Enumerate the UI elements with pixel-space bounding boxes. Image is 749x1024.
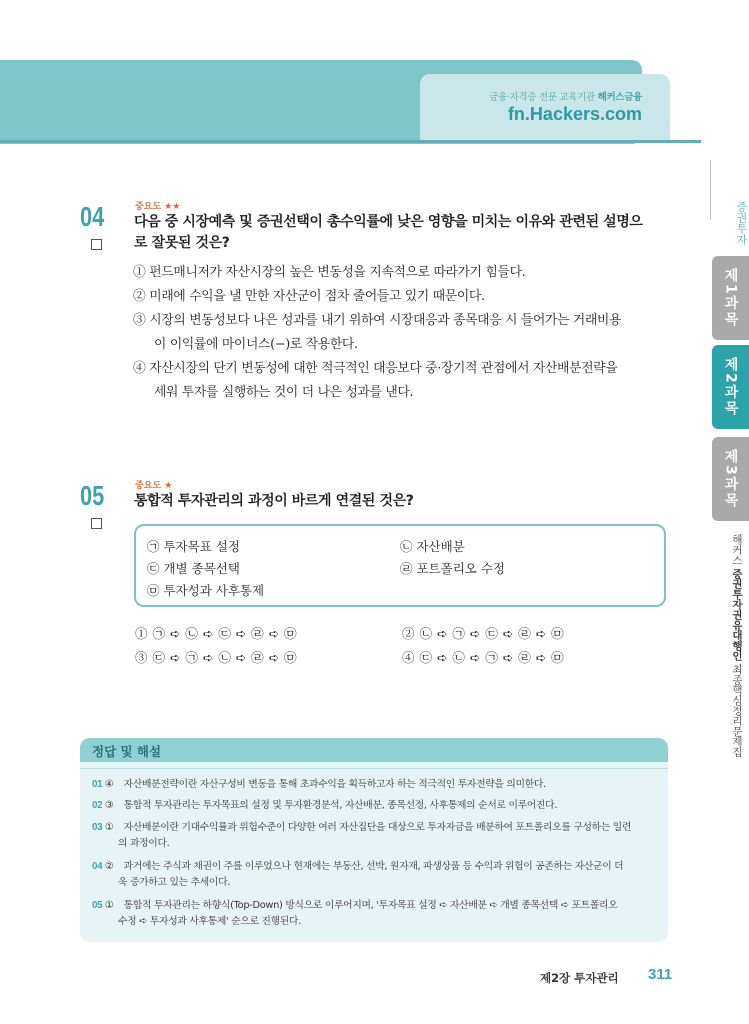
q04-number: 04 bbox=[80, 201, 105, 232]
footer-chapter: 제2장 투자관리 bbox=[540, 971, 619, 985]
q05-item-5: ㉤ 투자성과 사후통제 bbox=[147, 583, 265, 598]
book-title-bold: 증권투자권유대행인 bbox=[731, 568, 743, 661]
q05-item-4: ㉣ 포트폴리오 수정 bbox=[400, 561, 505, 576]
book-title-prefix: 해커스 bbox=[731, 534, 743, 565]
header-divider bbox=[0, 140, 701, 143]
q05-importance: 중요도 ★ bbox=[135, 481, 173, 491]
q05-item-1: ㉠ 투자목표 설정 bbox=[147, 539, 240, 554]
answer-num: 02 bbox=[92, 800, 103, 811]
q05-item-3: ㉢ 개별 종목선택 bbox=[147, 561, 240, 576]
answer-header bbox=[80, 738, 668, 762]
brand-url[interactable]: fn.Hackers.com bbox=[507, 104, 642, 124]
book-title bbox=[715, 534, 745, 764]
answer-row-04 bbox=[92, 859, 660, 891]
q04-checkbox[interactable] bbox=[91, 239, 102, 250]
tagline-brand: 해커스금융 bbox=[597, 92, 642, 103]
brand-tagline bbox=[420, 89, 642, 103]
tab-subject-1[interactable]: 제1과목 bbox=[712, 256, 749, 340]
answer-text: 자산배분전략이란 자산구성비 변동을 통해 초과수익을 획득하고자 하는 적극적인 투자전략을 의미한다. bbox=[123, 779, 546, 790]
q05-option-4[interactable]: ④ ㉢ ➪ ㉡ ➪ ㉠ ➪ ㉣ ➪ ㉤ bbox=[402, 650, 565, 665]
q04-text-line-2: 로 잘못된 것은? bbox=[134, 235, 230, 251]
q04-option-2[interactable]: ② 미래에 수익을 낼 만한 자산군이 점차 줄어들고 있기 때문이다. bbox=[133, 289, 485, 304]
tab-subject-2[interactable]: 제2과목 bbox=[712, 345, 749, 429]
answer-text-cont: 의 과정이다. bbox=[118, 838, 170, 849]
q05-text: 통합적 투자관리의 과정이 바르게 연결된 것은? bbox=[134, 493, 414, 509]
answer-text: 과거에는 주식과 채권이 주를 이루었으나 현재에는 부동산, 선박, 원자재, 파생상품 등 수익과 위험이 공존하는 자산군이 더 bbox=[123, 861, 624, 872]
answer-choice: ③ bbox=[104, 800, 114, 811]
q04-option-4[interactable]: ④ 자산시장의 단기 변동성에 대한 적극적인 대응보다 중·장기적 관점에서 자산배분전략을 bbox=[133, 361, 618, 376]
answer-choice: ① bbox=[104, 822, 114, 833]
q04-option-3-cont: 이 이익률에 마이너스(−)로 작용한다. bbox=[154, 337, 358, 352]
book-title-suffix: 최종핵심정리문제집 bbox=[731, 663, 743, 757]
q04-options bbox=[133, 261, 673, 405]
answer-choice: ② bbox=[104, 861, 114, 872]
answer-choice: ④ bbox=[104, 779, 114, 790]
q04-option-1[interactable]: ① 펀드매니저가 자산시장의 높은 변동성을 지속적으로 따라가기 힘들다. bbox=[133, 265, 526, 280]
answer-num: 03 bbox=[92, 822, 103, 833]
answer-text-cont: 수정 ➪ 투자성과 사후통제' 순으로 진행된다. bbox=[118, 916, 301, 927]
answer-text: 통합적 투자관리는 하향식(Top-Down) 방식으로 이루어지며, '투자목표 설정 ➪ 자산배분 ➪ 개별 종목선택 ➪ 포트폴리오 bbox=[123, 900, 618, 911]
tagline-prefix: 금융·자격증 전문 교육기관 bbox=[489, 92, 595, 103]
answer-num: 01 bbox=[92, 779, 103, 790]
q04-option-4-cont: 세워 투자를 실행하는 것이 더 나은 성과를 낸다. bbox=[154, 385, 414, 400]
answer-num: 04 bbox=[92, 861, 103, 872]
answer-row-02 bbox=[92, 798, 660, 814]
q04-importance: 중요도 ★★ bbox=[135, 202, 181, 212]
side-subject-label: 증권투자 bbox=[735, 201, 748, 245]
answer-text: 통합적 투자관리는 투자목표의 설정 및 투자환경분석, 자산배분, 종목선정, 사후통제의 순서로 이루어진다. bbox=[123, 800, 558, 811]
answer-text: 자산배분이란 기대수익률과 위험수준이 다양한 여러 자산집단을 대상으로 투자자금을 배분하여 포트폴리오를 구성하는 일련 bbox=[123, 822, 632, 833]
q05-option-2[interactable]: ② ㉡ ➪ ㉠ ➪ ㉢ ➪ ㉣ ➪ ㉤ bbox=[402, 626, 565, 641]
answer-num: 05 bbox=[92, 900, 103, 911]
q04-text-line-1: 다음 중 시장예측 및 증권선택이 총수익률에 낮은 영향을 미치는 이유와 관련된 설명으 bbox=[134, 214, 643, 230]
q05-number: 05 bbox=[80, 480, 105, 511]
answer-row-03 bbox=[92, 820, 660, 852]
page-number: 311 bbox=[648, 966, 673, 983]
answer-row-01 bbox=[92, 777, 660, 793]
answer-divider bbox=[80, 768, 668, 769]
answer-row-05 bbox=[92, 898, 660, 930]
answer-title: 정답 및 해설 bbox=[92, 744, 162, 759]
answer-choice: ① bbox=[104, 900, 114, 911]
q05-option-1[interactable]: ① ㉠ ➪ ㉡ ➪ ㉢ ➪ ㉣ ➪ ㉤ bbox=[135, 626, 298, 641]
q04-option-3[interactable]: ③ 시장의 변동성보다 나은 성과를 내기 위하여 시장대응과 종목대응 시 들어가는 거래비용 bbox=[133, 313, 622, 328]
answer-text-cont: 욱 증가하고 있는 추세이다. bbox=[118, 877, 231, 888]
q05-item-2: ㉡ 자산배분 bbox=[400, 539, 465, 554]
q04-text bbox=[134, 212, 674, 254]
q05-option-3[interactable]: ③ ㉢ ➪ ㉠ ➪ ㉡ ➪ ㉣ ➪ ㉤ bbox=[135, 650, 298, 665]
tab-subject-3[interactable]: 제3과목 bbox=[712, 437, 749, 521]
q05-checkbox[interactable] bbox=[91, 518, 102, 529]
